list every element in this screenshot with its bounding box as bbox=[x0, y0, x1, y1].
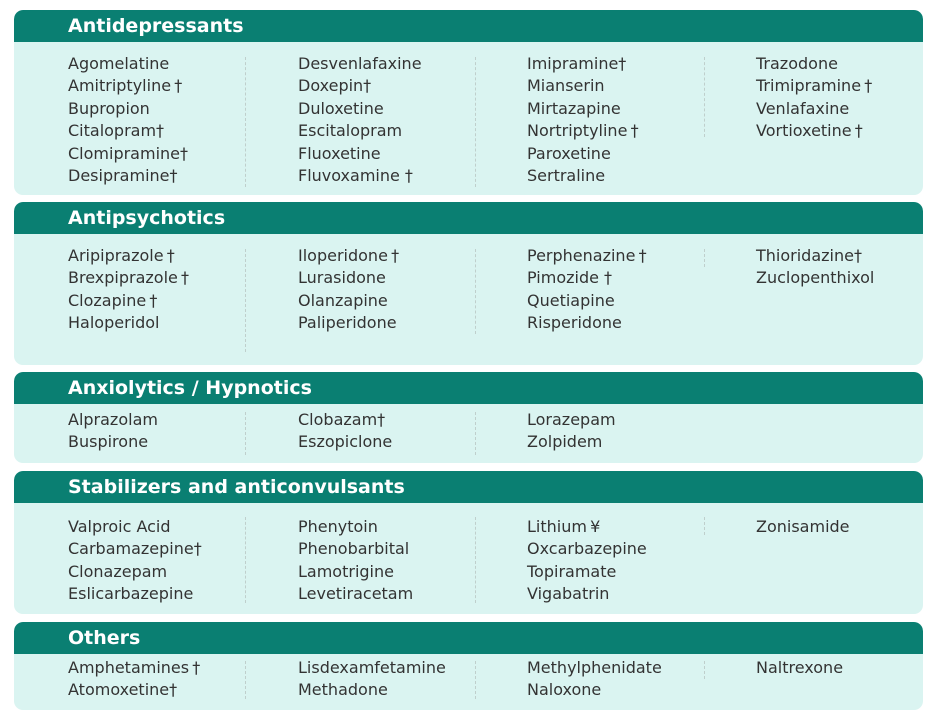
section-title: Antidepressants bbox=[14, 10, 923, 42]
drug-name: Phenobarbital bbox=[298, 539, 410, 559]
drug-name: Thioridazine† bbox=[756, 246, 862, 265]
drug-name: Naltrexone bbox=[756, 658, 844, 677]
drug-name: Buspirone bbox=[68, 432, 149, 452]
drug-name: Amphetamines † bbox=[68, 658, 201, 677]
drug-name: Lurasidone bbox=[298, 268, 386, 288]
drug-name: Imipramine† bbox=[527, 54, 627, 73]
drug-column bbox=[527, 53, 639, 187]
column-divider bbox=[704, 57, 705, 137]
column-divider bbox=[475, 517, 476, 603]
column-divider bbox=[475, 412, 476, 455]
drug-name: Lorazepam bbox=[527, 410, 616, 429]
drug-name: Naloxone bbox=[527, 680, 602, 700]
section-title: Antipsychotics bbox=[14, 202, 923, 234]
drug-name: Vortioxetine † bbox=[756, 121, 863, 141]
drug-column bbox=[298, 53, 422, 187]
drug-name: Topiramate bbox=[527, 561, 617, 581]
drug-name: Clozapine † bbox=[68, 290, 158, 310]
drug-name: Valproic Acid bbox=[68, 517, 171, 536]
drug-name: Phenytoin bbox=[298, 517, 378, 536]
drug-column bbox=[756, 657, 843, 679]
drug-name: Mirtazapine bbox=[527, 98, 621, 118]
drug-column bbox=[527, 657, 662, 702]
section-antidepressants bbox=[14, 10, 923, 195]
drug-name: Aripiprazole † bbox=[68, 246, 175, 265]
drug-columns bbox=[14, 503, 923, 614]
drug-name: Methylphenidate bbox=[527, 658, 662, 677]
column-divider bbox=[475, 57, 476, 187]
drug-name: Fluoxetine bbox=[298, 143, 381, 163]
drug-column bbox=[756, 245, 874, 290]
section-title: Others bbox=[14, 622, 923, 654]
drug-name: Risperidone bbox=[527, 313, 622, 333]
column-divider bbox=[704, 661, 705, 679]
drug-name: Clomipramine† bbox=[68, 143, 188, 163]
drug-name: Paroxetine bbox=[527, 143, 611, 163]
drug-name: Fluvoxamine † bbox=[298, 166, 413, 186]
section-anxiolytics-hypnotics bbox=[14, 372, 923, 463]
drug-name: Zolpidem bbox=[527, 432, 603, 452]
drug-name: Desvenlafaxine bbox=[298, 54, 422, 73]
column-divider bbox=[475, 661, 476, 699]
drug-name: Bupropion bbox=[68, 98, 150, 118]
drug-columns bbox=[14, 234, 923, 365]
drug-name: Perphenazine † bbox=[527, 246, 647, 265]
drug-name: Olanzapine bbox=[298, 290, 388, 310]
drug-column bbox=[68, 53, 188, 187]
drug-name: Levetiracetam bbox=[298, 584, 414, 604]
drug-columns bbox=[14, 404, 923, 463]
drug-column bbox=[298, 657, 446, 702]
drug-name: Quetiapine bbox=[527, 290, 615, 310]
drug-name: Vigabatrin bbox=[527, 584, 610, 604]
section-title: Stabilizers and anticonvulsants bbox=[14, 471, 923, 503]
drug-name: Sertraline bbox=[527, 166, 606, 186]
drug-name: Iloperidone † bbox=[298, 246, 400, 265]
section-stabilizers-anticonvulsants bbox=[14, 471, 923, 614]
column-divider bbox=[245, 517, 246, 603]
column-divider bbox=[704, 517, 705, 535]
drug-name: Brexpiprazole † bbox=[68, 268, 190, 288]
drug-column bbox=[68, 657, 200, 702]
drug-name: Zonisamide bbox=[756, 517, 850, 536]
drug-column bbox=[527, 409, 616, 454]
drug-name: Amitriptyline † bbox=[68, 76, 183, 96]
drug-name: Lamotrigine bbox=[298, 561, 394, 581]
drug-name: Clobazam† bbox=[298, 410, 386, 429]
drug-column bbox=[527, 245, 647, 335]
column-divider bbox=[704, 249, 705, 267]
drug-name: Venlafaxine bbox=[756, 98, 850, 118]
drug-column bbox=[298, 245, 399, 335]
drug-columns bbox=[14, 42, 923, 195]
drug-name: Eslicarbazepine bbox=[68, 584, 194, 604]
drug-column bbox=[527, 516, 647, 606]
drug-name: Trimipramine † bbox=[756, 76, 873, 96]
drug-column bbox=[68, 516, 202, 606]
column-divider bbox=[245, 57, 246, 187]
drug-name: Methadone bbox=[298, 680, 388, 700]
drug-name: Carbamazepine† bbox=[68, 539, 202, 559]
section-antipsychotics bbox=[14, 202, 923, 365]
drug-column bbox=[68, 245, 189, 335]
drug-name: Pimozide † bbox=[527, 268, 613, 288]
drug-name: Zuclopenthixol bbox=[756, 268, 875, 288]
column-divider bbox=[245, 412, 246, 455]
drug-column bbox=[756, 516, 850, 538]
column-divider bbox=[245, 661, 246, 699]
drug-name: Mianserin bbox=[527, 76, 605, 96]
drug-column bbox=[756, 53, 872, 143]
column-divider bbox=[245, 249, 246, 352]
drug-name: Clonazepam bbox=[68, 561, 168, 581]
drug-name: Trazodone bbox=[756, 54, 838, 73]
drug-name: Agomelatine bbox=[68, 54, 170, 73]
drug-name: Atomoxetine† bbox=[68, 680, 178, 700]
drug-name: Paliperidone bbox=[298, 313, 397, 333]
drug-columns bbox=[14, 654, 923, 710]
drug-name: Alprazolam bbox=[68, 410, 158, 429]
section-title: Anxiolytics / Hypnotics bbox=[14, 372, 923, 404]
drug-name: Desipramine† bbox=[68, 166, 178, 186]
drug-name: Escitalopram bbox=[298, 121, 403, 141]
drug-column bbox=[298, 516, 413, 606]
drug-name: Lithium ¥ bbox=[527, 517, 601, 536]
drug-name: Doxepin† bbox=[298, 76, 372, 96]
drug-name: Lisdexamfetamine bbox=[298, 658, 446, 677]
column-divider bbox=[475, 249, 476, 334]
drug-name: Haloperidol bbox=[68, 313, 160, 333]
drug-column bbox=[298, 409, 392, 454]
drug-name: Oxcarbazepine bbox=[527, 539, 647, 559]
drug-name: Nortriptyline † bbox=[527, 121, 639, 141]
drug-name: Citalopram† bbox=[68, 121, 165, 141]
section-others bbox=[14, 622, 923, 710]
drug-column bbox=[68, 409, 158, 454]
drug-name: Duloxetine bbox=[298, 98, 384, 118]
drug-name: Eszopiclone bbox=[298, 432, 393, 452]
